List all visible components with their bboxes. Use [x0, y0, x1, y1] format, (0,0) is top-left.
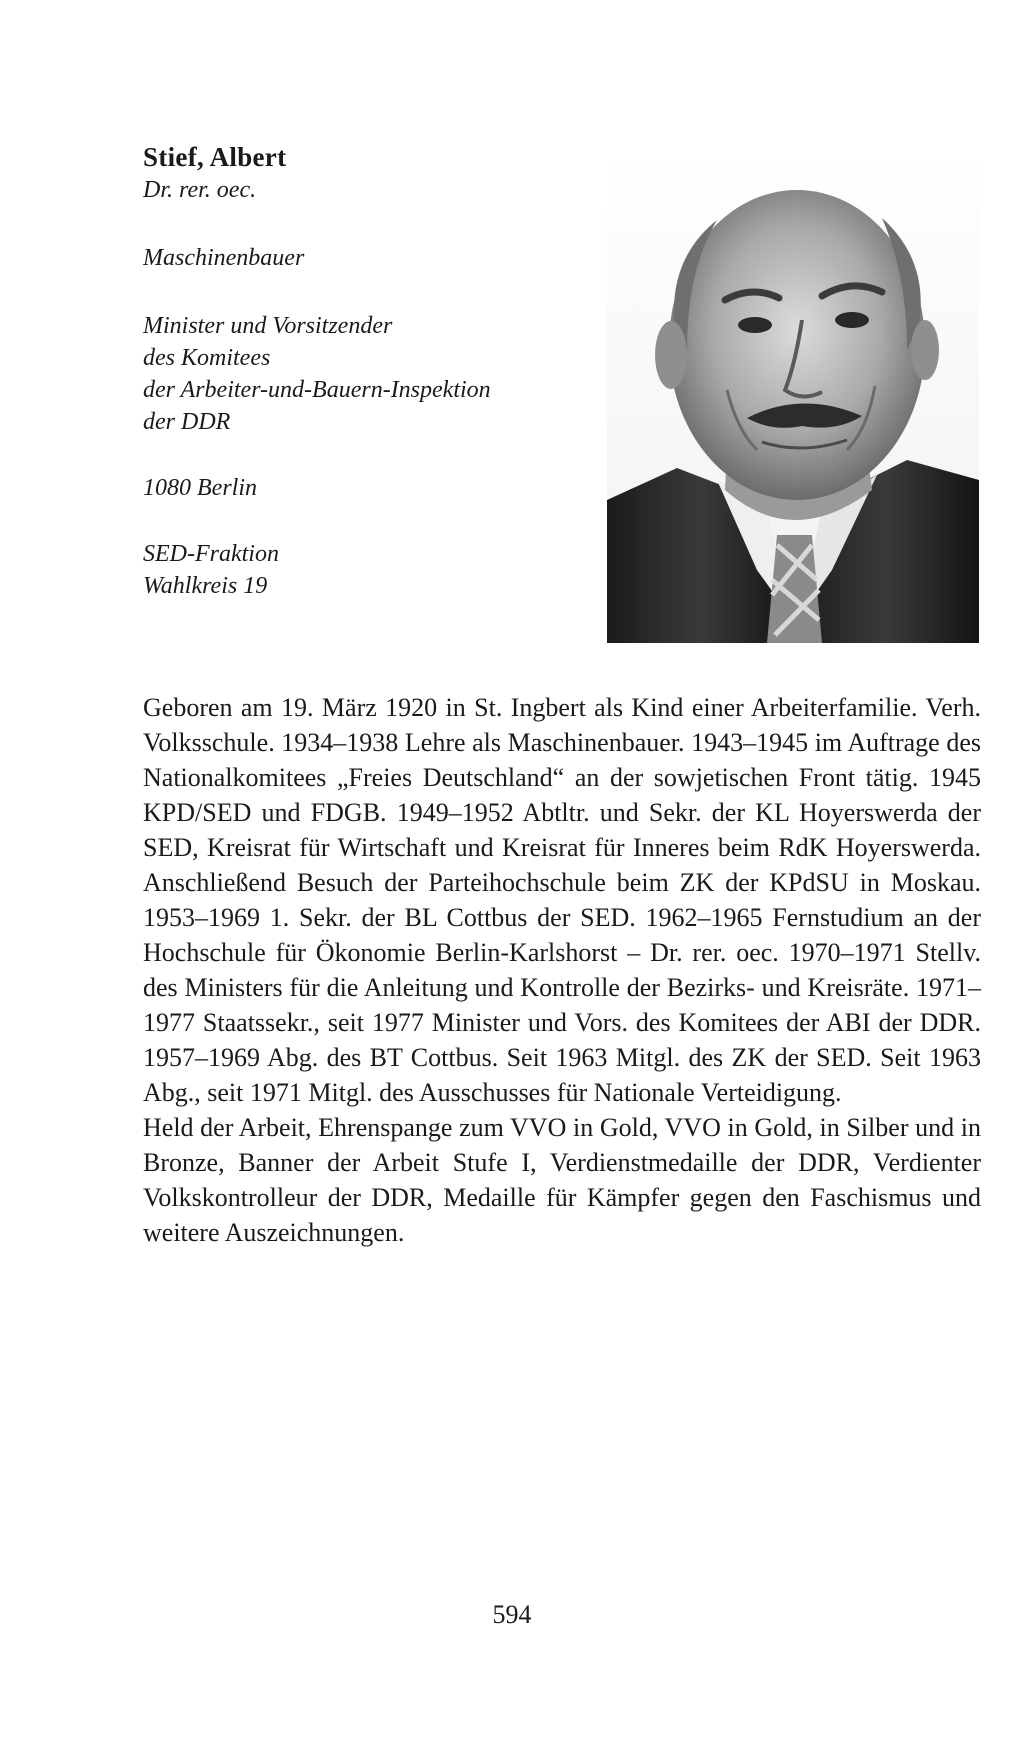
page-number: 594 — [492, 1600, 532, 1629]
position-line: des Komitees — [143, 345, 271, 371]
profession: Maschinenbauer — [143, 245, 305, 271]
city: 1080 Berlin — [143, 475, 257, 501]
faction: SED-Fraktion — [143, 541, 279, 567]
constituency: Wahlkreis 19 — [143, 573, 268, 599]
position-line: der DDR — [143, 409, 231, 435]
academic-degree: Dr. rer. oec. — [143, 177, 257, 203]
person-name: Stief, Albert — [143, 142, 287, 172]
position-line: der Arbeiter-und-Bauern-Inspektion — [143, 377, 491, 403]
position-line: Minister und Vorsitzender — [143, 313, 393, 339]
awards-paragraph: Held der Arbeit, Ehrenspange zum VVO in Gold, VVO in Gold, in Silber und in Bronze, Banner der Arbeit Stufe I, Verdienstmedaille der DDR, Verdienter Volkskontrolleur der DDR, Medaille für Kämpfer gegen den Faschismus und weitere Auszeichnungen. — [143, 1113, 981, 1247]
career-paragraph: Geboren am 19. März 1920 in St. Ingbert als Kind einer Arbeiterfamilie. Verh. Volksschule. 1934–1938 Lehre als Maschinenbauer. 1943–1945 im Auftrage des Nationalkomitees „Freies Deutschland“ an der sowjetischen Front tätig. 1945 KPD/SED und FDGB. 1949–1952 Abtltr. und Sekr. der KL Hoyerswerda der SED, Kreisrat für Wirtschaft und Kreisrat für Inneres beim RdK Hoyerswerda. Anschließend Besuch der Parteihochschule beim ZK der KPdSU in Moskau. 1953–1969 1. Sekr. der BL Cottbus der SED. 1962–1965 Fernstudium an der Hochschule für Ökonomie Berlin-Karlshorst – Dr. rer. oec. 1970–1971 Stellv. des Ministers für die Anleitung und Kontrolle der Bezirks- und Kreisräte. 1971–1977 Staatssekr., seit 1977 Minister und Vors. des Komitees der ABI der DDR. 1957–1969 Abg. des BT Cottbus. Seit 1963 Mitgl. des ZK der SED. Seit 1963 Abg., seit 1971 Mitgl. des Ausschusses für Nationale Verteidigung. — [143, 693, 981, 1107]
portrait-photo — [607, 150, 979, 643]
entry-header — [143, 140, 583, 602]
biography — [143, 690, 981, 1250]
